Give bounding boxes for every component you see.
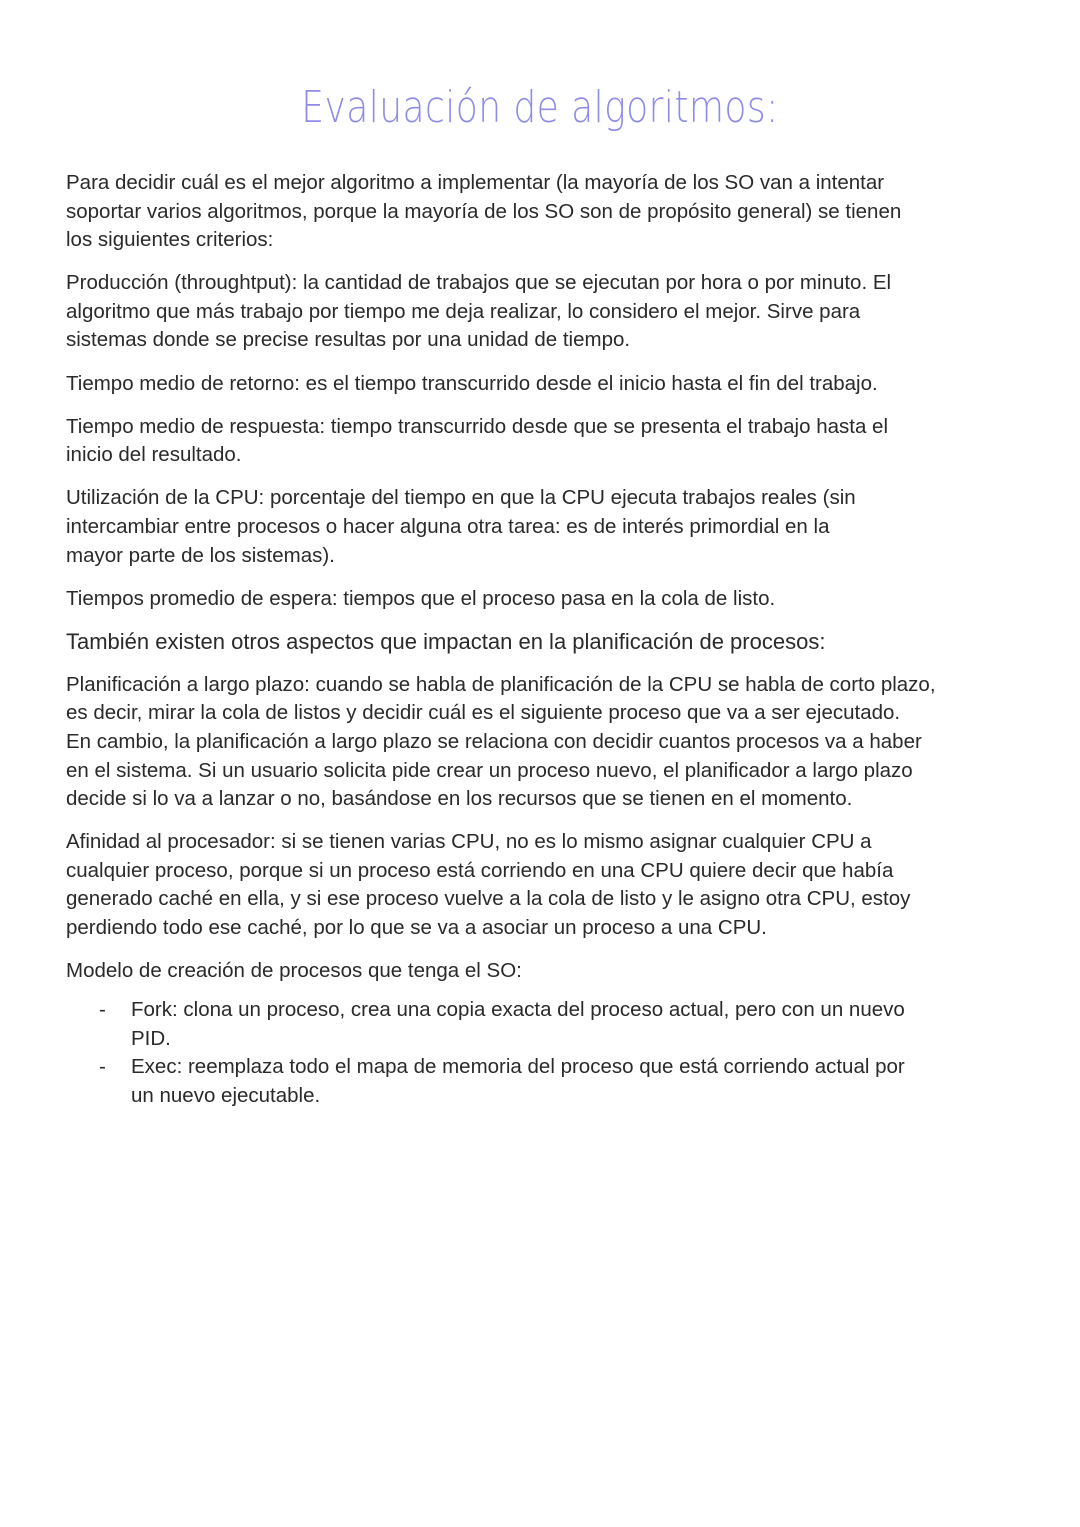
text-line: cualquier proceso, porque si un proceso está corriendo en una CPU quiere decir que había bbox=[66, 858, 894, 882]
text-line: en el sistema. Si un usuario solicita pide crear un proceso nuevo, el planificador a largo plazo bbox=[66, 758, 913, 782]
text-line: algoritmo que más trabajo por tiempo me deja realizar, lo considero el mejor. Sirve para bbox=[66, 299, 861, 323]
text-line: Modelo de creación de procesos que tenga el SO: bbox=[66, 959, 522, 983]
text-line: sistemas donde se precise resultas por una unidad de tiempo. bbox=[66, 328, 631, 352]
text-line: es decir, mirar la cola de listos y decidir cuál es el siguiente proceso que va a ser ejecutado. bbox=[66, 701, 901, 725]
document-body bbox=[66, 169, 1016, 1111]
paragraph-turnaround bbox=[66, 370, 1016, 399]
text-line: perdiendo todo ese caché, por lo que se va a asociar un proceso a una CPU. bbox=[66, 916, 767, 940]
page-title: Evaluación de algoritmos: bbox=[301, 82, 779, 133]
bullet-dash: - bbox=[99, 998, 106, 1022]
section-heading bbox=[66, 628, 1016, 657]
text-line: PID. bbox=[131, 1026, 171, 1050]
text-line: Para decidir cuál es el mejor algoritmo a implementar (la mayoría de los SO van a intentar bbox=[66, 171, 885, 194]
bullet-list bbox=[66, 996, 1016, 1110]
paragraph-process-model bbox=[66, 957, 1016, 986]
text-line: un nuevo ejecutable. bbox=[131, 1084, 321, 1108]
text-line: Tiempo medio de retorno: es el tiempo transcurrido desde el inicio hasta el fin del trabajo. bbox=[66, 371, 878, 395]
paragraph-intro bbox=[66, 169, 1016, 255]
text-line: generado caché en ella, y si ese proceso vuelve a la cola de listo y le asigno otra CPU, estoy bbox=[66, 887, 911, 911]
bullet-dash: - bbox=[99, 1055, 106, 1079]
text-line: intercambiar entre procesos o hacer alguna otra tarea: es de interés primordial en la bbox=[66, 514, 830, 538]
paragraph-long-term-scheduling bbox=[66, 671, 1016, 814]
text-line: mayor parte de los sistemas). bbox=[66, 543, 335, 567]
paragraph-throughput bbox=[66, 269, 1016, 355]
paragraph-processor-affinity bbox=[66, 828, 1016, 942]
text-line: los siguientes criterios: bbox=[66, 228, 274, 252]
text-line: En cambio, la planificación a largo plazo se relaciona con decidir cuantos procesos va a haber bbox=[66, 730, 922, 753]
text-line: Tiempo medio de respuesta: tiempo transcurrido desde que se presenta el trabajo hasta el bbox=[66, 414, 888, 438]
text-line: Planificación a largo plazo: cuando se habla de planificación de la CPU se habla de corto plazo, bbox=[66, 672, 936, 696]
text-line: inicio del resultado. bbox=[66, 443, 242, 467]
text-line: También existen otros aspectos que impactan en la planificación de procesos: bbox=[66, 628, 826, 654]
list-item-exec bbox=[66, 1053, 1016, 1110]
text-line: soportar varios algoritmos, porque la mayoría de los SO son de propósito general) se tienen bbox=[66, 199, 902, 223]
text-line: Producción (throughtput): la cantidad de trabajos que se ejecutan por hora o por minuto. El bbox=[66, 271, 892, 295]
text-line: Fork: clona un proceso, crea una copia exacta del proceso actual, pero con un nuevo bbox=[131, 998, 905, 1022]
paragraph-response-time bbox=[66, 413, 1016, 470]
text-line: decide si lo va a lanzar o no, basándose en los recursos que se tienen en el momento. bbox=[66, 787, 853, 811]
text-line: Afinidad al procesador: si se tienen varias CPU, no es lo mismo asignar cualquier CPU a bbox=[66, 830, 872, 854]
text-line: Tiempos promedio de espera: tiempos que el proceso pasa en la cola de listo. bbox=[66, 586, 776, 610]
paragraph-cpu-utilization bbox=[66, 484, 1016, 570]
text-line: Exec: reemplaza todo el mapa de memoria del proceso que está corriendo actual por bbox=[131, 1055, 905, 1079]
text-line: Utilización de la CPU: porcentaje del tiempo en que la CPU ejecuta trabajos reales (sin bbox=[66, 486, 856, 510]
paragraph-waiting-time bbox=[66, 585, 1016, 614]
list-item-fork bbox=[66, 996, 1016, 1053]
